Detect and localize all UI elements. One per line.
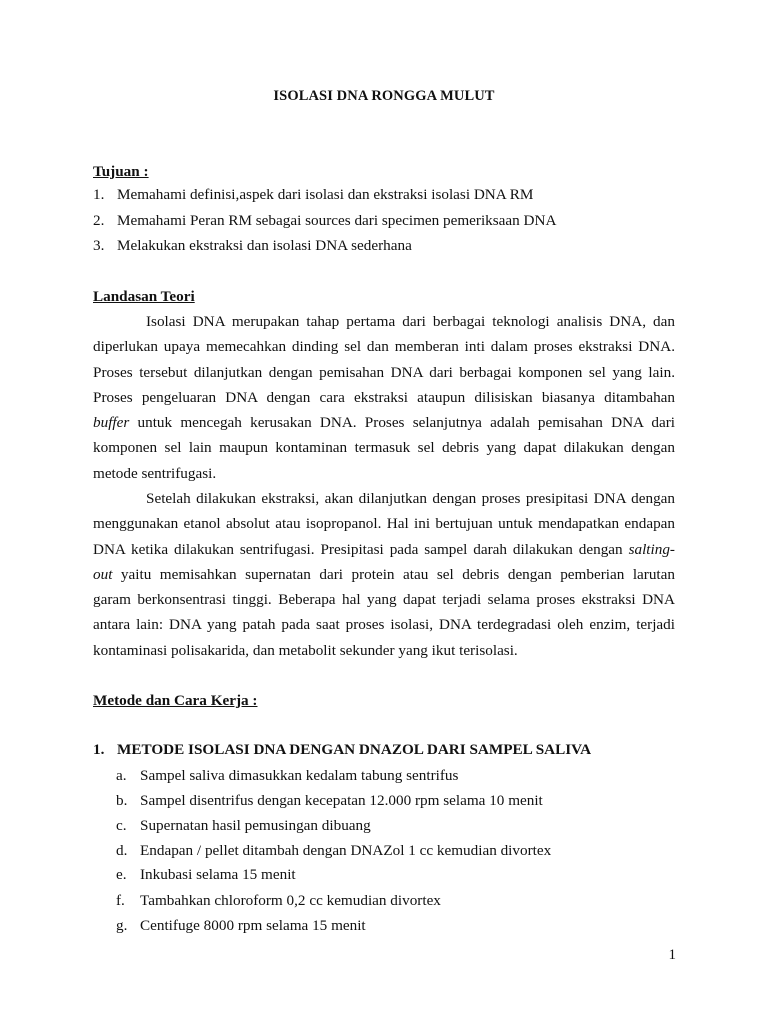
step-f-letter: f. bbox=[116, 892, 125, 909]
paragraph-line: menggunakan etanol absolut atau isopropanol. Hal ini bertujuan untuk mendapatkan endapan bbox=[93, 515, 675, 533]
page-number: 1 bbox=[668, 947, 676, 963]
metode-heading: Metode dan Cara Kerja : bbox=[93, 692, 258, 709]
step-d-letter: d. bbox=[116, 842, 128, 859]
landasan-teori-heading: Landasan Teori bbox=[93, 288, 195, 305]
step-a-letter: a. bbox=[116, 767, 127, 784]
paragraph-line: metode sentrifugasi. bbox=[93, 464, 217, 482]
italic-term: salting- bbox=[628, 540, 675, 558]
tujuan-item-2-text: Memahami Peran RM sebagai sources dari specimen pemeriksaan DNA bbox=[117, 212, 557, 229]
paragraph-line: komponen sel lain maupun kontaminan termasuk sel debris yang dapat dilakukan dengan bbox=[93, 439, 675, 457]
landasan-paragraph-2 bbox=[93, 486, 675, 663]
paragraph-line: Proses tersebut dilanjutkan dengan pemisahan DNA dari berbagai komponen sel yang lain. bbox=[93, 363, 675, 381]
method-section-title-text: METODE ISOLASI DNA DENGAN DNAZOL DARI SAMPEL SALIVA bbox=[117, 741, 592, 758]
step-b-letter: b. bbox=[116, 792, 128, 809]
italic-term: buffer bbox=[93, 414, 130, 432]
tujuan-item-3-text: Melakukan ekstraksi dan isolasi DNA sederhana bbox=[117, 237, 412, 254]
tujuan-heading: Tujuan : bbox=[93, 163, 149, 180]
paragraph-line: garam berkonsentrasi tinggi. Beberapa hal yang dapat terjadi selama proses ekstraksi DNA bbox=[93, 591, 675, 609]
paragraph-line bbox=[93, 562, 675, 587]
step-c-letter: c. bbox=[116, 817, 127, 834]
paragraph-line: kontaminasi polisakarida, dan metabolit sekunder yang ikut terisolasi. bbox=[93, 641, 518, 659]
landasan-paragraph-1 bbox=[93, 309, 675, 486]
step-f-text: Tambahkan chloroform 0,2 cc kemudian divortex bbox=[140, 892, 441, 909]
italic-term: out bbox=[93, 565, 113, 583]
step-d-text: Endapan / pellet ditambah dengan DNAZol 1 cc kemudian divortex bbox=[140, 842, 552, 859]
paragraph-text: yaitu memisahkan supernatan dari protein atau sel debris dengan pemberian larutan bbox=[112, 565, 675, 583]
paragraph-line: antara lain: DNA yang patah pada saat proses isolasi, DNA terdegradasi oleh enzim, terjadi bbox=[93, 616, 675, 634]
document-title: ISOLASI DNA RONGGA MULUT bbox=[273, 88, 495, 104]
step-e-text: Inkubasi selama 15 menit bbox=[140, 866, 296, 883]
tujuan-item-2-number: 2. bbox=[93, 212, 105, 229]
tujuan-item-1-text: Memahami definisi,aspek dari isolasi dan ekstraksi isolasi DNA RM bbox=[117, 186, 534, 203]
paragraph-line: diperlukan upaya memecahkan dinding sel dan memberan inti dalam proses ekstraksi DNA. bbox=[93, 338, 675, 356]
method-section-1-title bbox=[93, 741, 592, 759]
paragraph-text: DNA ketika dilakukan sentrifugasi. Presipitasi pada sampel darah dilakukan dengan bbox=[93, 540, 629, 558]
paragraph-line: Proses pengeluaran DNA dengan cara ekstraksi ataupun dilisiskan biasanya ditambahan bbox=[93, 388, 675, 406]
step-g-letter: g. bbox=[116, 917, 128, 934]
step-a-text: Sampel saliva dimasukkan kedalam tabung sentrifus bbox=[140, 767, 459, 784]
method-section-number: 1. bbox=[93, 741, 105, 758]
step-g-text: Centifuge 8000 rpm selama 15 menit bbox=[140, 917, 366, 934]
tujuan-item-1-number: 1. bbox=[93, 186, 105, 203]
tujuan-item-3-number: 3. bbox=[93, 237, 105, 254]
step-b-text: Sampel disentrifus dengan kecepatan 12.000 rpm selama 10 menit bbox=[140, 792, 543, 809]
paragraph-line: Isolasi DNA merupakan tahap pertama dari berbagai teknologi analisis DNA, dan bbox=[146, 313, 675, 330]
paragraph-line bbox=[93, 410, 675, 435]
step-e-letter: e. bbox=[116, 866, 127, 883]
paragraph-text: untuk mencegah kerusakan DNA. Proses selanjutnya adalah pemisahan DNA dari bbox=[129, 414, 675, 432]
paragraph-line bbox=[93, 537, 675, 562]
step-c-text: Supernatan hasil pemusingan dibuang bbox=[140, 817, 371, 834]
paragraph-line: Setelah dilakukan ekstraksi, akan dilanjutkan dengan proses presipitasi DNA dengan bbox=[146, 490, 675, 507]
